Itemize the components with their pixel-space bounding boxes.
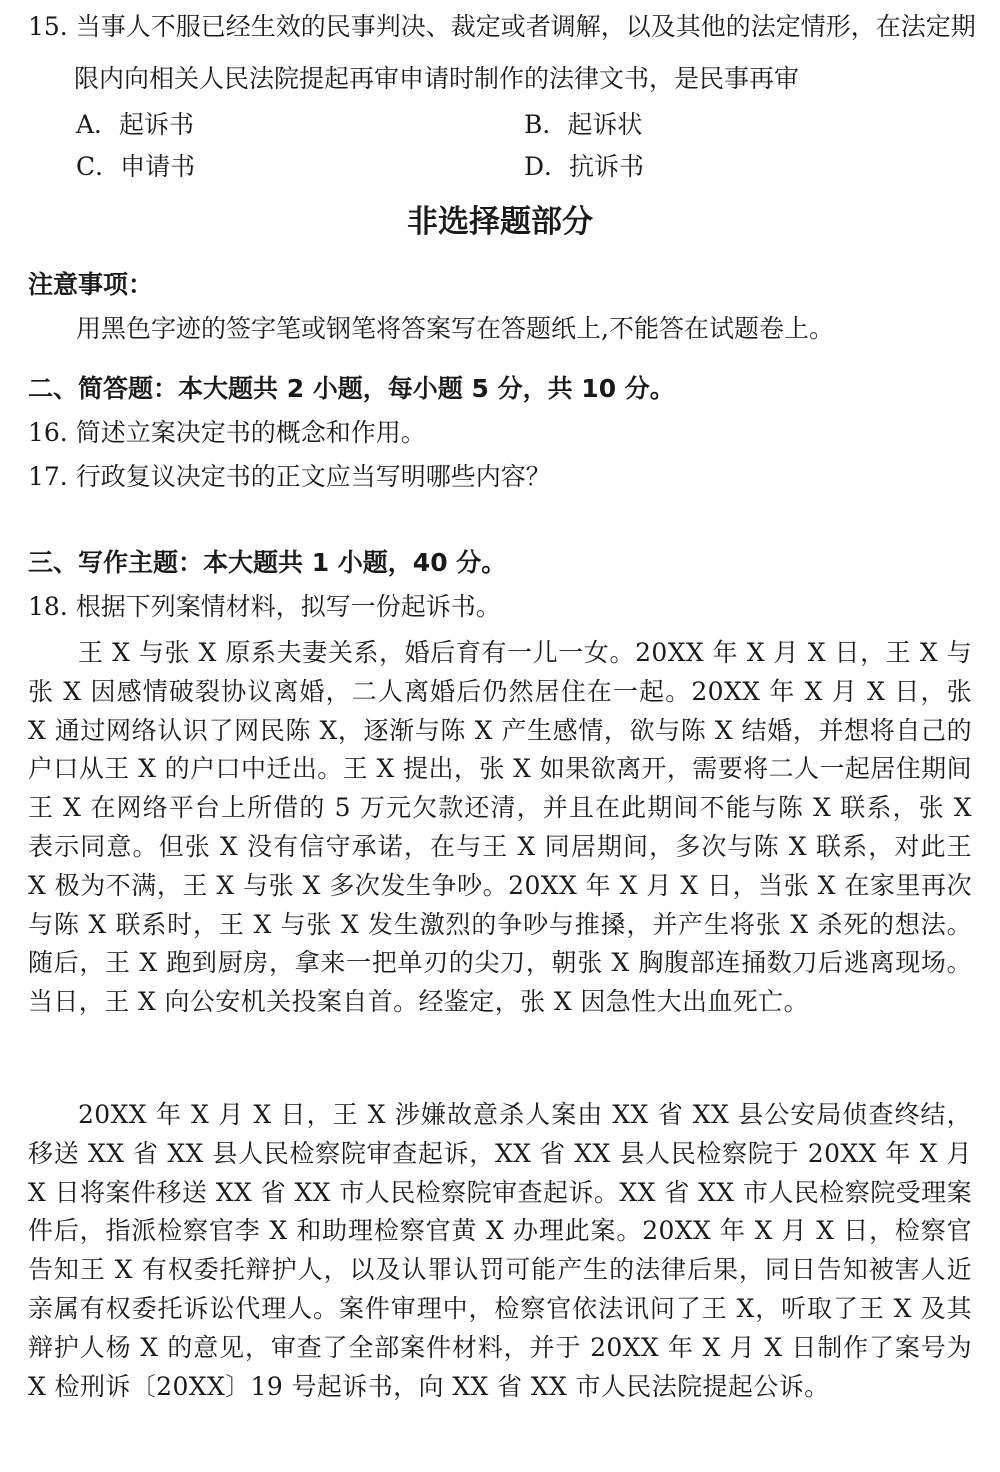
section-title: 非选择题部分 <box>407 204 593 240</box>
case-paragraph-1: 王 X 与张 X 原系夫妻关系，婚后育有一儿一女。20XX 年 X 月 X 日，王 X 与张 X 因感情破裂协议离婚，二人离婚后仍然居住在一起。20XX 年 X 月 X 日，张 X 通过网络认识了网民陈 X，逐渐与陈 X 产生感情，欲与陈 X 结婚，并想将自己的户口从王 X 的户口中迁出。王 X 提出，张 X 如果欲离开，需要将二人一起居住期间王 X 在网络平台上所借的 5 万元欠款还清，并且在此期间不能与陈 X 联系，张 X 表示同意。但张 X 没有信守承诺，在与王 X 同居期间，多次与陈 X 联系，对此王 X 极为不满，王 X 与张 X 多次发生争吵。20XX 年 X 月 X 日，当张 X 在家里再次与陈 X 联系时，王 X 与张 X 发生激烈的争吵与推搡，并产生将张 X 杀死的想法。随后，王 X 跑到厨房，拿来一把单刃的尖刀，朝张 X 胸腹部连捅数刀后逃离现场。当日，王 X 向公安机关投案自首。经鉴定，张 X 因急性大出血死亡。 <box>28 638 972 1017</box>
notice-heading: 注意事项： <box>28 270 154 299</box>
notice-text: 用黑色字迹的签字笔或钢笔将答案写在答题纸上,不能答在试题卷上。 <box>76 314 834 343</box>
q15-line-2: 限内向相关人民法院提起再审申请时制作的法律文书，是民事再审 <box>74 64 800 93</box>
q15-option-d: D．抗诉书 <box>524 152 645 181</box>
q15-line-1: 15. 当事人不服已经生效的民事判决、裁定或者调解，以及其他的法定情形，在法定期 <box>28 12 976 41</box>
q15-option-c: C．申请书 <box>76 152 196 181</box>
q15-option-a: A．起诉书 <box>76 110 195 139</box>
part2-heading: 二、简答题：本大题共 2 小题，每小题 5 分，共 10 分。 <box>28 374 675 403</box>
case-paragraph-2: 20XX 年 X 月 X 日，王 X 涉嫌故意杀人案由 XX 省 XX 县公安局侦查终结，移送 XX 省 XX 县人民检察院审查起诉，XX 省 XX 县人民检察院于 20XX 年 X 月 X 日将案件移送 XX 省 XX 市人民检察院审查起诉。XX 省 XX 市人民检察院受理案件后，指派检察官李 X 和助理检察官黄 X 办理此案。20XX 年 X 月 X 日，检察官告知王 X 有权委托辩护人，以及认罪认罚可能产生的法律后果，同日告知被害人近亲属有权委托诉讼代理人。案件审理中，检察官依法讯问了王 X，听取了王 X 及其辩护人杨 X 的意见，审查了全部案件材料，并于 20XX 年 X 月 X 日制作了案号为 X 检刑诉〔20XX〕19 号起诉书，向 XX 省 XX 市人民法院提起公诉。 <box>28 1100 972 1401</box>
q15-option-b: B．起诉状 <box>524 110 643 139</box>
question-16: 16. 简述立案决定书的概念和作用。 <box>28 418 426 447</box>
part3-heading: 三、写作主题：本大题共 1 小题，40 分。 <box>28 548 507 577</box>
question-18: 18. 根据下列案情材料，拟写一份起诉书。 <box>28 592 501 621</box>
question-17: 17. 行政复议决定书的正文应当写明哪些内容？ <box>28 462 551 491</box>
